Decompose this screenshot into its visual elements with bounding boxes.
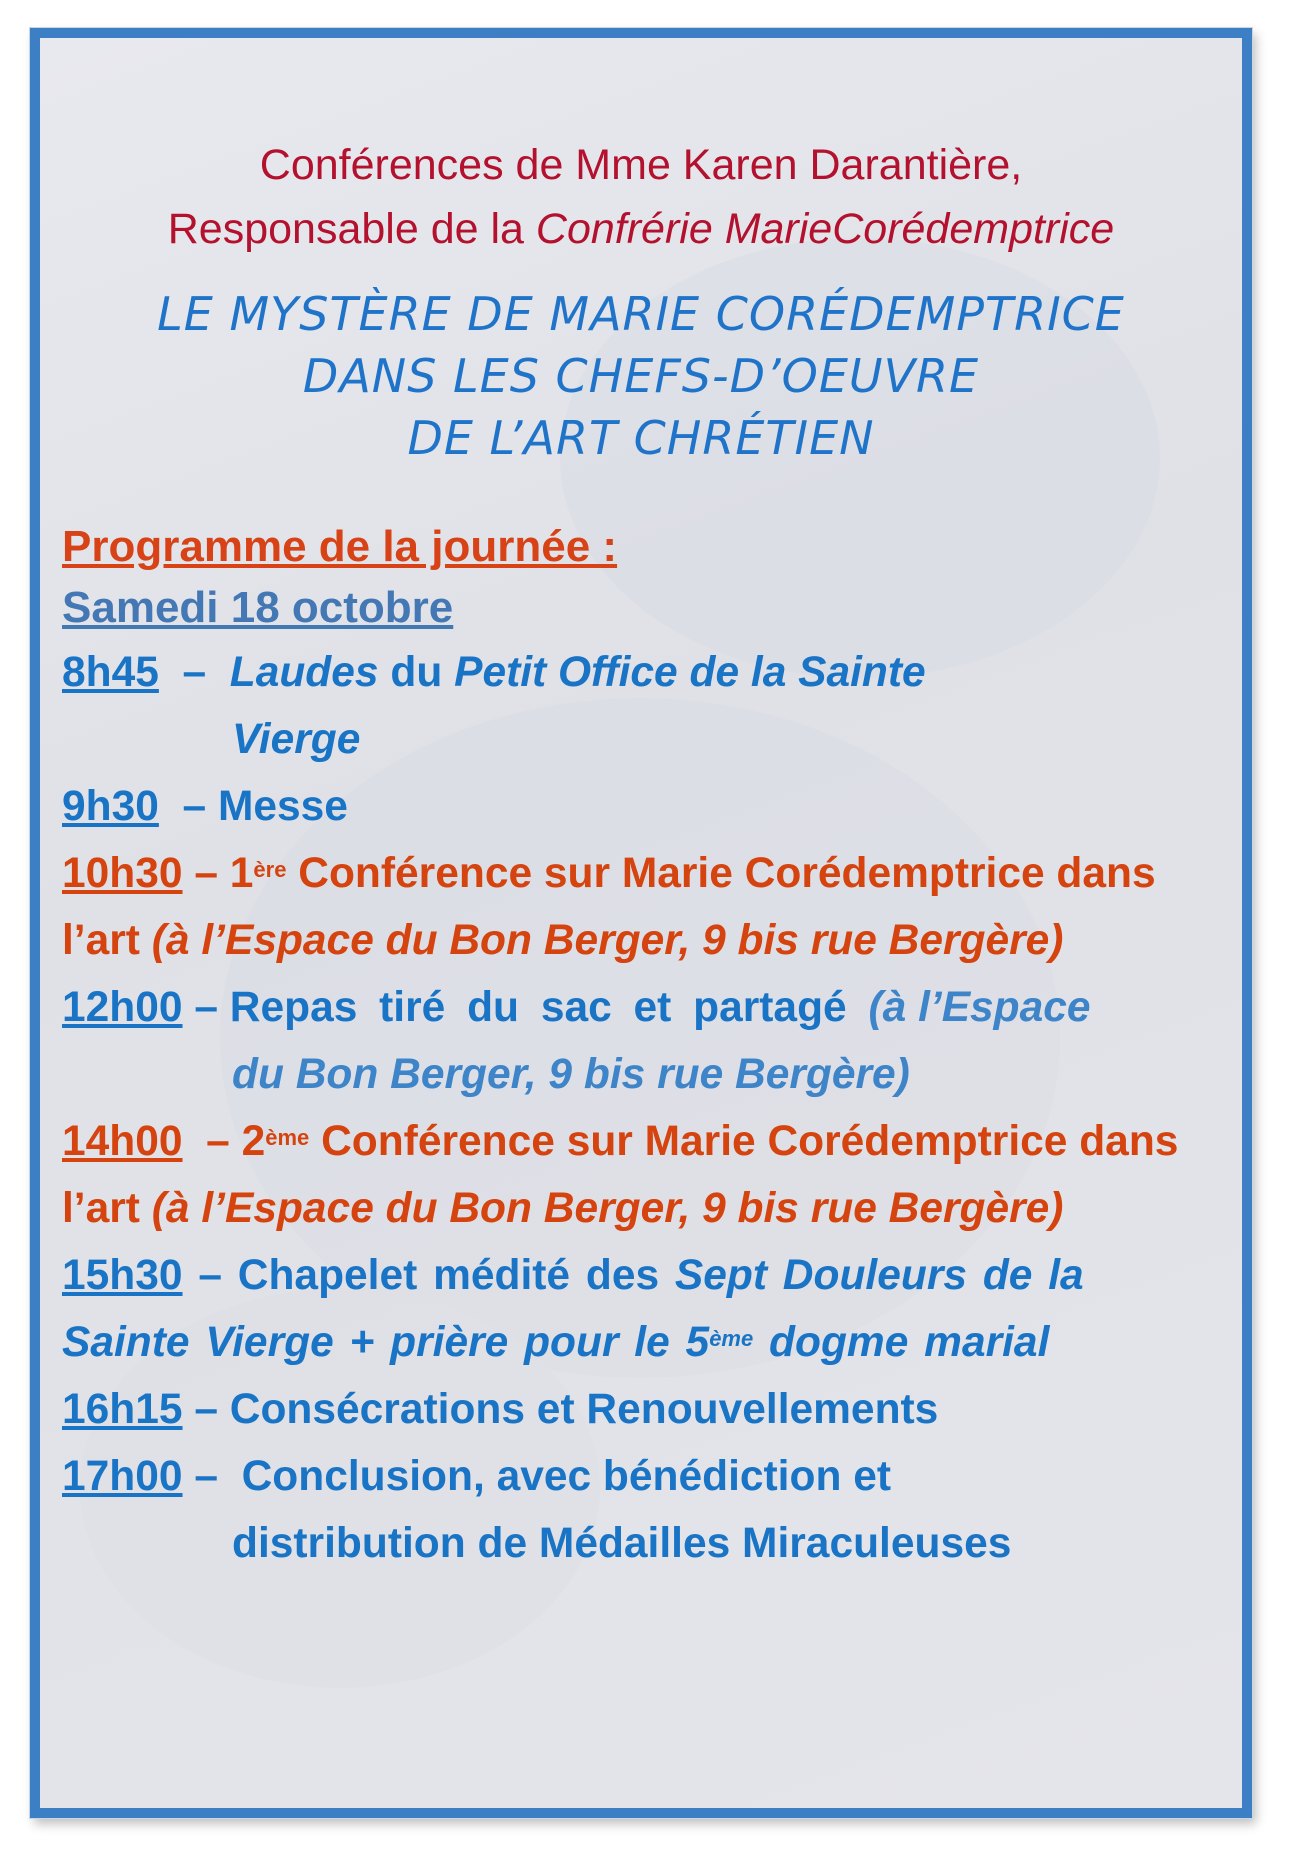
- intro-line-2: Responsable de la Confrérie MarieCorédemptrice: [167, 205, 1115, 253]
- schedule-item-1615: 16h15 – Consécrations et Renouvellements: [62, 1386, 939, 1433]
- schedule-item-1700: 17h00 – Conclusion, avec bénédiction et distribution de Médailles Miraculeuses: [62, 1453, 1012, 1567]
- item-time: 10h30: [62, 850, 183, 897]
- schedule-item-1030: 10h30 – 1ère Conférence sur Marie Corédemptrice dans l’art (à l’Espace du Bon Berger, 9 bis rue Bergère): [62, 850, 1156, 964]
- intro: [60, 133, 1222, 261]
- schedule-item-1400: 14h00 – 2ème Conférence sur Marie Corédemptrice dans l’art (à l’Espace du Bon Berger, 9 bis rue Bergère): [62, 1118, 1179, 1232]
- item-time: 12h00: [62, 984, 183, 1031]
- flyer-content: [60, 38, 1222, 1808]
- title-line-1: LE MYSTÈRE DE MARIE CORÉDEMPTRICE: [157, 287, 1125, 341]
- program-date: Samedi 18 octobre: [62, 583, 454, 632]
- flyer-frame: [30, 28, 1252, 1818]
- intro-line-1: Conférences de Mme Karen Darantière,: [259, 141, 1023, 189]
- schedule-item-0930: 9h30 – Messe: [62, 783, 348, 830]
- title-line-3: DE L’ART CHRÉTIEN: [407, 411, 875, 465]
- title-line-2: DANS LES CHEFS-D’OEUVRE: [302, 349, 980, 403]
- item-time: 14h00: [62, 1118, 183, 1165]
- item-time: 15h30: [62, 1252, 183, 1299]
- program: [60, 517, 1222, 1577]
- program-heading: Programme de la journée :: [62, 522, 618, 571]
- schedule-item-0845: 8h45 – Laudes du Petit Office de la Sainte Vierge: [62, 649, 926, 763]
- item-time: 16h15: [62, 1386, 183, 1433]
- item-time: 17h00: [62, 1453, 183, 1500]
- schedule-item-1200: 12h00 – Repas tiré du sac et partagé (à l’Espace du Bon Berger, 9 bis rue Bergère): [62, 984, 1091, 1098]
- confrerie-name: Confrérie MarieCorédemptrice: [535, 205, 1115, 253]
- schedule-item-1530: 15h30 – Chapelet médité des Sept Douleurs de la Sainte Vierge + prière pour le 5ème dogme marial: [62, 1252, 1084, 1366]
- item-time: 9h30: [62, 783, 159, 830]
- event-title: [60, 283, 1222, 469]
- item-time: 8h45: [62, 649, 159, 696]
